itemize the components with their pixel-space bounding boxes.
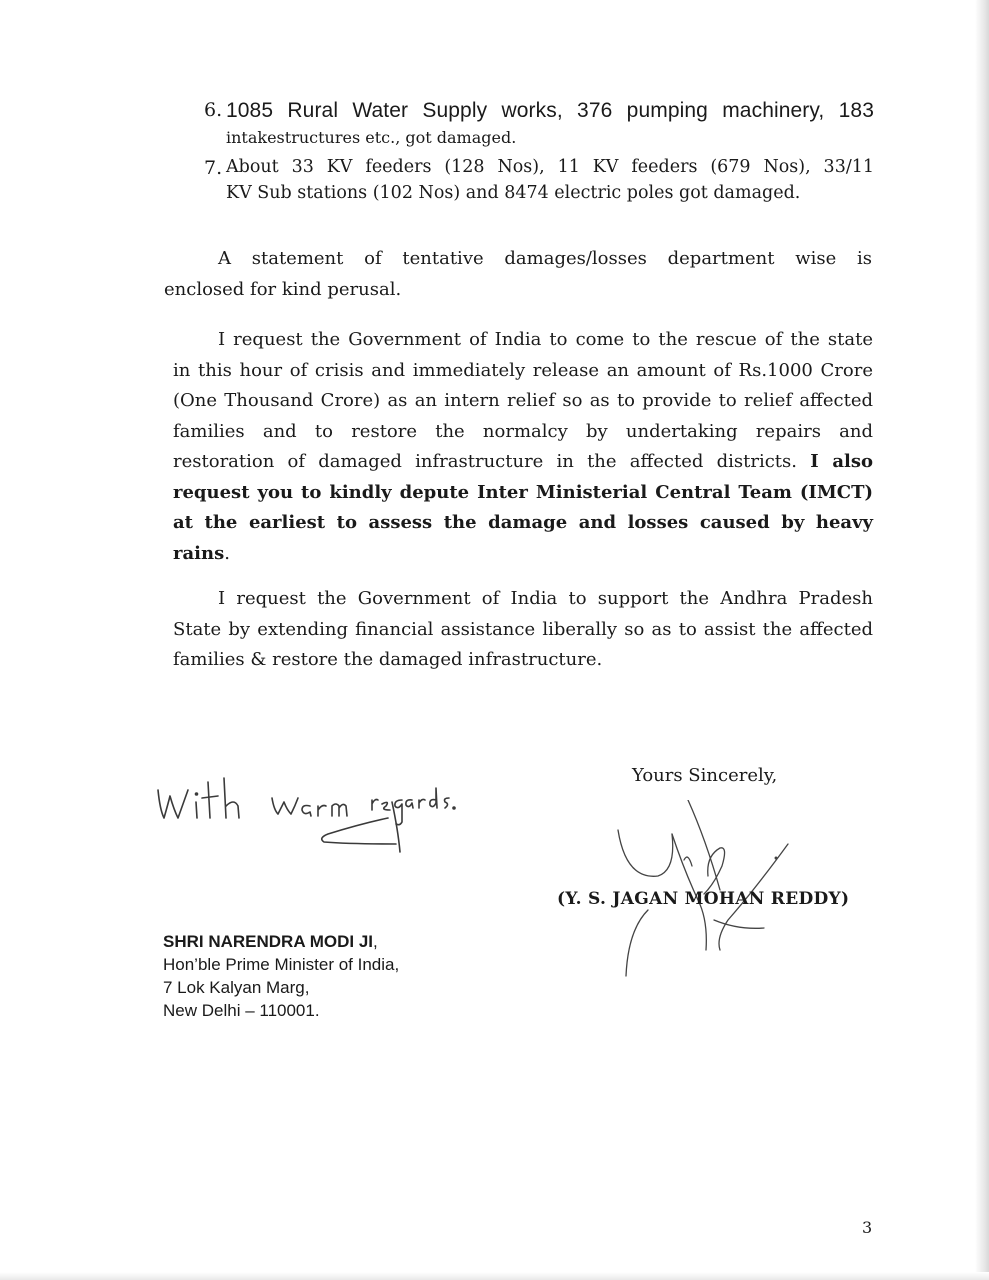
paragraph-line: (One Thousand Crore) as an intern relief so as to provide to relief affected xyxy=(173,390,873,411)
paragraph-request-support xyxy=(173,584,873,676)
addressee-name: SHRI NARENDRA MODI JI xyxy=(163,932,373,951)
paragraph-bold-line: at the earliest to assess the damage and losses caused by heavy xyxy=(173,512,873,533)
paragraph-bold-text: I also xyxy=(810,451,873,472)
paragraph-line: I request the Government of India to come to the rescue of the state xyxy=(218,329,873,350)
paragraph-line: families and to restore the normalcy by undertaking repairs and xyxy=(173,420,873,442)
list-item-line: 1085 Rural Water Supply works, 376 pumping machinery, 183 xyxy=(226,99,874,122)
addressee-address-line: New Delhi – 110001. xyxy=(163,1001,320,1020)
paragraph-line: families & restore the damaged infrastructure. xyxy=(173,649,603,670)
list-item xyxy=(204,154,874,206)
page-edge-shadow xyxy=(975,0,989,1280)
paragraph-bold-text: rains xyxy=(173,542,225,564)
page-bottom-shadow xyxy=(0,1272,989,1280)
paragraph-text: . xyxy=(224,542,230,564)
closing-salutation: Yours Sincerely, xyxy=(632,765,778,786)
signatory-name: (Y. S. JAGAN MOHAN REDDY) xyxy=(557,889,850,909)
paragraph-line: A statement of tentative damages/losses department wise is xyxy=(218,248,872,269)
list-item-number: 7. xyxy=(204,157,223,179)
paragraph-line: I request the Government of India to support the Andhra Pradesh xyxy=(218,588,873,609)
list-item-line: KV Sub stations (102 Nos) and 8474 electric poles got damaged. xyxy=(226,183,801,203)
handwritten-regards xyxy=(150,760,480,870)
paragraph-line: State by extending financial assistance liberally so as to assist the affected xyxy=(173,618,873,640)
list-item-number: 6. xyxy=(204,99,223,121)
paragraph-line: enclosed for kind perusal. xyxy=(164,278,402,300)
paragraph-bold-line: request you to kindly depute Inter Ministerial Central Team (IMCT) xyxy=(173,481,873,503)
page-number: 3 xyxy=(862,1218,873,1237)
list-item-line: intakestructures etc., got damaged. xyxy=(226,128,517,147)
list-item-line: About 33 KV feeders (128 Nos), 11 KV feeders (679 Nos), 33/11 xyxy=(226,157,874,177)
damage-list xyxy=(204,96,874,210)
addressee-name-line xyxy=(163,930,399,953)
paragraph-statement xyxy=(164,244,872,305)
paragraph-line: in this hour of crisis and immediately release an amount of Rs.1000 Crore xyxy=(173,359,873,381)
paragraph-text: restoration of damaged infrastructure in the affected districts. xyxy=(173,451,797,472)
paragraph-request-relief xyxy=(173,325,873,569)
list-item xyxy=(204,96,874,150)
addressee-name-suffix: , xyxy=(373,932,378,951)
addressee-block xyxy=(163,930,399,1022)
paragraph-line xyxy=(173,539,873,570)
addressee-address-line: 7 Lok Kalyan Marg, xyxy=(163,978,310,997)
paragraph-line xyxy=(173,447,873,478)
addressee-designation: Hon’ble Prime Minister of India, xyxy=(163,955,400,974)
